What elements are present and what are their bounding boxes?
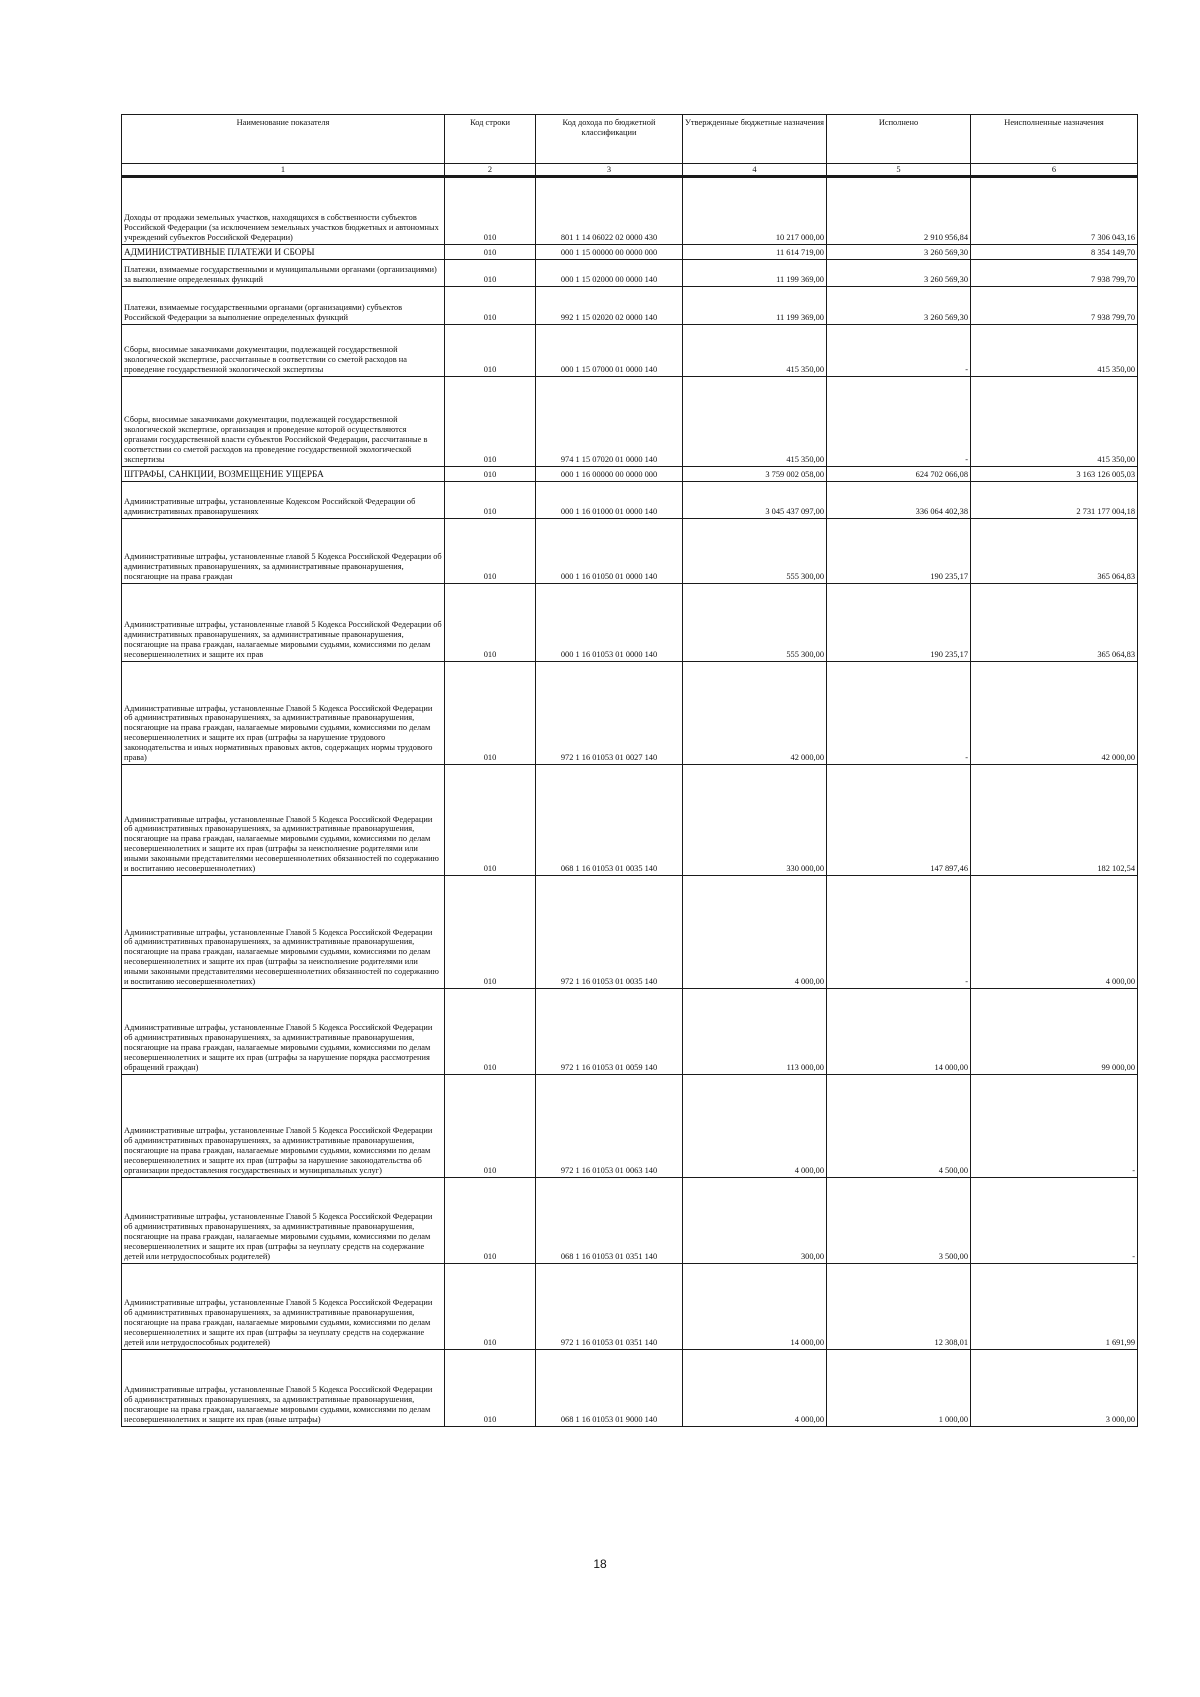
line-code-cell: 010 bbox=[445, 467, 536, 482]
approved-amount-cell: 4 000,00 bbox=[683, 876, 827, 989]
income-code-cell: 000 1 16 00000 00 0000 000 bbox=[536, 467, 683, 482]
approved-amount-cell: 11 199 369,00 bbox=[683, 287, 827, 325]
executed-amount-cell: 147 897,46 bbox=[827, 765, 971, 876]
line-code-cell: 010 bbox=[445, 876, 536, 989]
unexecuted-amount-cell: 7 306 043,16 bbox=[971, 177, 1138, 245]
line-code-cell: 010 bbox=[445, 245, 536, 260]
income-code-cell: 068 1 16 01053 01 9000 140 bbox=[536, 1350, 683, 1427]
income-code-cell: 000 1 16 01000 01 0000 140 bbox=[536, 482, 683, 519]
income-code-cell: 972 1 16 01053 01 0063 140 bbox=[536, 1075, 683, 1178]
indicator-name-cell: Административные штрафы, установленные Главой 5 Кодекса Российской Федерации об административных правонарушениях, за административные правонарушения, посягающие на права граждан, налагаемые мировыми судьями, комиссиями по делам несовершеннолетних и защите их прав (штрафы за нарушение порядка рассмотрения обращений граждан) bbox=[122, 989, 445, 1075]
executed-amount-cell: 3 260 569,30 bbox=[827, 287, 971, 325]
table-row bbox=[122, 177, 1138, 245]
table-row bbox=[122, 482, 1138, 519]
line-code-cell: 010 bbox=[445, 260, 536, 287]
indicator-name-cell: Административные штрафы, установленные Главой 5 Кодекса Российской Федерации об административных правонарушениях, за административные правонарушения, посягающие на права граждан, налагаемые мировыми судьями, комиссиями по делам несовершеннолетних и защите их прав (штрафы за неуплату средств на содержание детей или нетрудоспособных родителей) bbox=[122, 1178, 445, 1264]
approved-amount-cell: 113 000,00 bbox=[683, 989, 827, 1075]
column-number: 5 bbox=[827, 164, 971, 177]
executed-amount-cell: - bbox=[827, 325, 971, 377]
income-code-cell: 972 1 16 01053 01 0351 140 bbox=[536, 1264, 683, 1350]
executed-amount-cell: 3 500,00 bbox=[827, 1178, 971, 1264]
approved-amount-cell: 11 199 369,00 bbox=[683, 260, 827, 287]
header-line-code: Код строки bbox=[445, 115, 536, 164]
table-row bbox=[122, 1178, 1138, 1264]
line-code-cell: 010 bbox=[445, 1178, 536, 1264]
executed-amount-cell: 12 308,01 bbox=[827, 1264, 971, 1350]
indicator-name-cell: Административные штрафы, установленные Главой 5 Кодекса Российской Федерации об административных правонарушениях, за административные правонарушения, посягающие на права граждан, налагаемые мировыми судьями, комиссиями по делам несовершеннолетних и защите их прав (иные штрафы) bbox=[122, 1350, 445, 1427]
indicator-name-cell: Доходы от продажи земельных участков, находящихся в собственности субъектов Российской Федерации (за исключением земельных участков бюджетных и автономных учреждений субъектов Российской Федерации) bbox=[122, 177, 445, 245]
unexecuted-amount-cell: 99 000,00 bbox=[971, 989, 1138, 1075]
unexecuted-amount-cell: 1 691,99 bbox=[971, 1264, 1138, 1350]
unexecuted-amount-cell: 415 350,00 bbox=[971, 325, 1138, 377]
indicator-name-cell: АДМИНИСТРАТИВНЫЕ ПЛАТЕЖИ И СБОРЫ bbox=[122, 245, 445, 260]
indicator-name-cell: Административные штрафы, установленные главой 5 Кодекса Российской Федерации об административных правонарушениях, за административные правонарушения, посягающие на права граждан, налагаемые мировыми судьями, комиссиями по делам несовершеннолетних и защите их прав bbox=[122, 584, 445, 662]
line-code-cell: 010 bbox=[445, 1075, 536, 1178]
executed-amount-cell: 190 235,17 bbox=[827, 519, 971, 584]
table-row bbox=[122, 260, 1138, 287]
table-row bbox=[122, 467, 1138, 482]
unexecuted-amount-cell: - bbox=[971, 1178, 1138, 1264]
table-row bbox=[122, 876, 1138, 989]
column-number: 1 bbox=[122, 164, 445, 177]
unexecuted-amount-cell: 182 102,54 bbox=[971, 765, 1138, 876]
executed-amount-cell: 190 235,17 bbox=[827, 584, 971, 662]
indicator-name-cell: ШТРАФЫ, САНКЦИИ, ВОЗМЕЩЕНИЕ УЩЕРБА bbox=[122, 467, 445, 482]
executed-amount-cell: 2 910 956,84 bbox=[827, 177, 971, 245]
unexecuted-amount-cell: 365 064,83 bbox=[971, 584, 1138, 662]
unexecuted-amount-cell: 415 350,00 bbox=[971, 377, 1138, 467]
income-code-cell: 000 1 15 07000 01 0000 140 bbox=[536, 325, 683, 377]
header-indicator-name: Наименование показателя bbox=[122, 115, 445, 164]
column-number-row bbox=[122, 164, 1138, 177]
budget-execution-table bbox=[121, 114, 1138, 1427]
approved-amount-cell: 555 300,00 bbox=[683, 519, 827, 584]
indicator-name-cell: Административные штрафы, установленные Главой 5 Кодекса Российской Федерации об административных правонарушениях, за административные правонарушения, посягающие на права граждан, налагаемые мировыми судьями, комиссиями по делам несовершеннолетних и защите их прав (штрафы за неисполнение родителями или иными законными представителями несовершеннолетних обязанностей по содержанию и воспитанию несовершеннолетних) bbox=[122, 765, 445, 876]
indicator-name-cell: Административные штрафы, установленные Главой 5 Кодекса Российской Федерации об административных правонарушениях, за административные правонарушения, посягающие на права граждан, налагаемые мировыми судьями, комиссиями по делам несовершеннолетних и защите их прав (штрафы за неуплату средств на содержание детей или нетрудоспособных родителей) bbox=[122, 1264, 445, 1350]
approved-amount-cell: 4 000,00 bbox=[683, 1350, 827, 1427]
approved-amount-cell: 300,00 bbox=[683, 1178, 827, 1264]
column-number: 6 bbox=[971, 164, 1138, 177]
indicator-name-cell: Сборы, вносимые заказчиками документации, подлежащей государственной экологической экспертизе, организация и проведение которой осуществляются органами государственной власти субъектов Российской Федерации, рассчитанные в соответствии со сметой расходов на проведение государственной экологической экспертизы bbox=[122, 377, 445, 467]
executed-amount-cell: - bbox=[827, 662, 971, 765]
approved-amount-cell: 415 350,00 bbox=[683, 325, 827, 377]
table-row bbox=[122, 584, 1138, 662]
table-row bbox=[122, 1075, 1138, 1178]
indicator-name-cell: Платежи, взимаемые государственными и муниципальными органами (организациями) за выполнение определенных функций bbox=[122, 260, 445, 287]
line-code-cell: 010 bbox=[445, 177, 536, 245]
table-row bbox=[122, 287, 1138, 325]
table-row bbox=[122, 325, 1138, 377]
line-code-cell: 010 bbox=[445, 1350, 536, 1427]
unexecuted-amount-cell: 7 938 799,70 bbox=[971, 287, 1138, 325]
approved-amount-cell: 3 759 002 058,00 bbox=[683, 467, 827, 482]
line-code-cell: 010 bbox=[445, 584, 536, 662]
income-code-cell: 000 1 16 01050 01 0000 140 bbox=[536, 519, 683, 584]
executed-amount-cell: 3 260 569,30 bbox=[827, 260, 971, 287]
indicator-name-cell: Платежи, взимаемые государственными органами (организациями) субъектов Российской Федерации за выполнение определенных функций bbox=[122, 287, 445, 325]
indicator-name-cell: Административные штрафы, установленные Кодексом Российской Федерации об административных правонарушениях bbox=[122, 482, 445, 519]
unexecuted-amount-cell: 365 064,83 bbox=[971, 519, 1138, 584]
header-approved: Утвержденные бюджетные назначения bbox=[683, 115, 827, 164]
income-code-cell: 972 1 16 01053 01 0027 140 bbox=[536, 662, 683, 765]
header-income-code: Код дохода по бюджетной классификации bbox=[536, 115, 683, 164]
unexecuted-amount-cell: 2 731 177 004,18 bbox=[971, 482, 1138, 519]
column-number: 4 bbox=[683, 164, 827, 177]
income-code-cell: 972 1 16 01053 01 0035 140 bbox=[536, 876, 683, 989]
table-row bbox=[122, 245, 1138, 260]
table-row bbox=[122, 765, 1138, 876]
indicator-name-cell: Сборы, вносимые заказчиками документации, подлежащей государственной экологической экспертизе, рассчитанные в соответствии со сметой расходов на проведение государственной экологической экспертизы bbox=[122, 325, 445, 377]
approved-amount-cell: 330 000,00 bbox=[683, 765, 827, 876]
line-code-cell: 010 bbox=[445, 662, 536, 765]
line-code-cell: 010 bbox=[445, 377, 536, 467]
unexecuted-amount-cell: 8 354 149,70 bbox=[971, 245, 1138, 260]
unexecuted-amount-cell: 7 938 799,70 bbox=[971, 260, 1138, 287]
executed-amount-cell: 14 000,00 bbox=[827, 989, 971, 1075]
header-unexecuted: Неисполненные назначения bbox=[971, 115, 1138, 164]
line-code-cell: 010 bbox=[445, 1264, 536, 1350]
indicator-name-cell: Административные штрафы, установленные Главой 5 Кодекса Российской Федерации об административных правонарушениях, за административные правонарушения, посягающие на права граждан, налагаемые мировыми судьями, комиссиями по делам несовершеннолетних и защите их прав (штрафы за нарушение законодательства об организации предоставления государственных и муниципальных услуг) bbox=[122, 1075, 445, 1178]
line-code-cell: 010 bbox=[445, 482, 536, 519]
income-code-cell: 068 1 16 01053 01 0351 140 bbox=[536, 1178, 683, 1264]
column-number: 2 bbox=[445, 164, 536, 177]
unexecuted-amount-cell: 4 000,00 bbox=[971, 876, 1138, 989]
executed-amount-cell: - bbox=[827, 377, 971, 467]
approved-amount-cell: 4 000,00 bbox=[683, 1075, 827, 1178]
approved-amount-cell: 555 300,00 bbox=[683, 584, 827, 662]
approved-amount-cell: 42 000,00 bbox=[683, 662, 827, 765]
executed-amount-cell: 3 260 569,30 bbox=[827, 245, 971, 260]
table-row bbox=[122, 1350, 1138, 1427]
table-row bbox=[122, 989, 1138, 1075]
unexecuted-amount-cell: - bbox=[971, 1075, 1138, 1178]
approved-amount-cell: 415 350,00 bbox=[683, 377, 827, 467]
income-code-cell: 801 1 14 06022 02 0000 430 bbox=[536, 177, 683, 245]
approved-amount-cell: 11 614 719,00 bbox=[683, 245, 827, 260]
income-code-cell: 972 1 16 01053 01 0059 140 bbox=[536, 989, 683, 1075]
executed-amount-cell: 4 500,00 bbox=[827, 1075, 971, 1178]
table-row bbox=[122, 377, 1138, 467]
income-code-cell: 992 1 15 02020 02 0000 140 bbox=[536, 287, 683, 325]
line-code-cell: 010 bbox=[445, 325, 536, 377]
unexecuted-amount-cell: 3 000,00 bbox=[971, 1350, 1138, 1427]
indicator-name-cell: Административные штрафы, установленные Главой 5 Кодекса Российской Федерации об административных правонарушениях, за административные правонарушения, посягающие на права граждан, налагаемые мировыми судьями, комиссиями по делам несовершеннолетних и защите их прав (штрафы за неисполнение родителями или иными законными представителями несовершеннолетних обязанностей по содержанию и воспитанию несовершеннолетних) bbox=[122, 876, 445, 989]
approved-amount-cell: 10 217 000,00 bbox=[683, 177, 827, 245]
header-row bbox=[122, 115, 1138, 164]
executed-amount-cell: 1 000,00 bbox=[827, 1350, 971, 1427]
unexecuted-amount-cell: 3 163 126 005,03 bbox=[971, 467, 1138, 482]
line-code-cell: 010 bbox=[445, 519, 536, 584]
table-row bbox=[122, 1264, 1138, 1350]
line-code-cell: 010 bbox=[445, 287, 536, 325]
header-executed: Исполнено bbox=[827, 115, 971, 164]
income-code-cell: 000 1 16 01053 01 0000 140 bbox=[536, 584, 683, 662]
line-code-cell: 010 bbox=[445, 989, 536, 1075]
approved-amount-cell: 3 045 437 097,00 bbox=[683, 482, 827, 519]
executed-amount-cell: - bbox=[827, 876, 971, 989]
table-row bbox=[122, 662, 1138, 765]
executed-amount-cell: 336 064 402,38 bbox=[827, 482, 971, 519]
indicator-name-cell: Административные штрафы, установленные главой 5 Кодекса Российской Федерации об административных правонарушениях, за административные правонарушения, посягающие на права граждан bbox=[122, 519, 445, 584]
income-code-cell: 000 1 15 00000 00 0000 000 bbox=[536, 245, 683, 260]
unexecuted-amount-cell: 42 000,00 bbox=[971, 662, 1138, 765]
income-code-cell: 974 1 15 07020 01 0000 140 bbox=[536, 377, 683, 467]
table-body bbox=[122, 177, 1138, 1427]
column-number: 3 bbox=[536, 164, 683, 177]
line-code-cell: 010 bbox=[445, 765, 536, 876]
page-number: 18 bbox=[593, 1557, 607, 1571]
approved-amount-cell: 14 000,00 bbox=[683, 1264, 827, 1350]
income-code-cell: 068 1 16 01053 01 0035 140 bbox=[536, 765, 683, 876]
income-code-cell: 000 1 15 02000 00 0000 140 bbox=[536, 260, 683, 287]
executed-amount-cell: 624 702 066,08 bbox=[827, 467, 971, 482]
indicator-name-cell: Административные штрафы, установленные Главой 5 Кодекса Российской Федерации об административных правонарушениях, за административные правонарушения, посягающие на права граждан, налагаемые мировыми судьями, комиссиями по делам несовершеннолетних и защите их прав (штрафы за нарушение трудового законодательства и иных нормативных правовых актов, содержащих нормы трудового права) bbox=[122, 662, 445, 765]
table-row bbox=[122, 519, 1138, 584]
